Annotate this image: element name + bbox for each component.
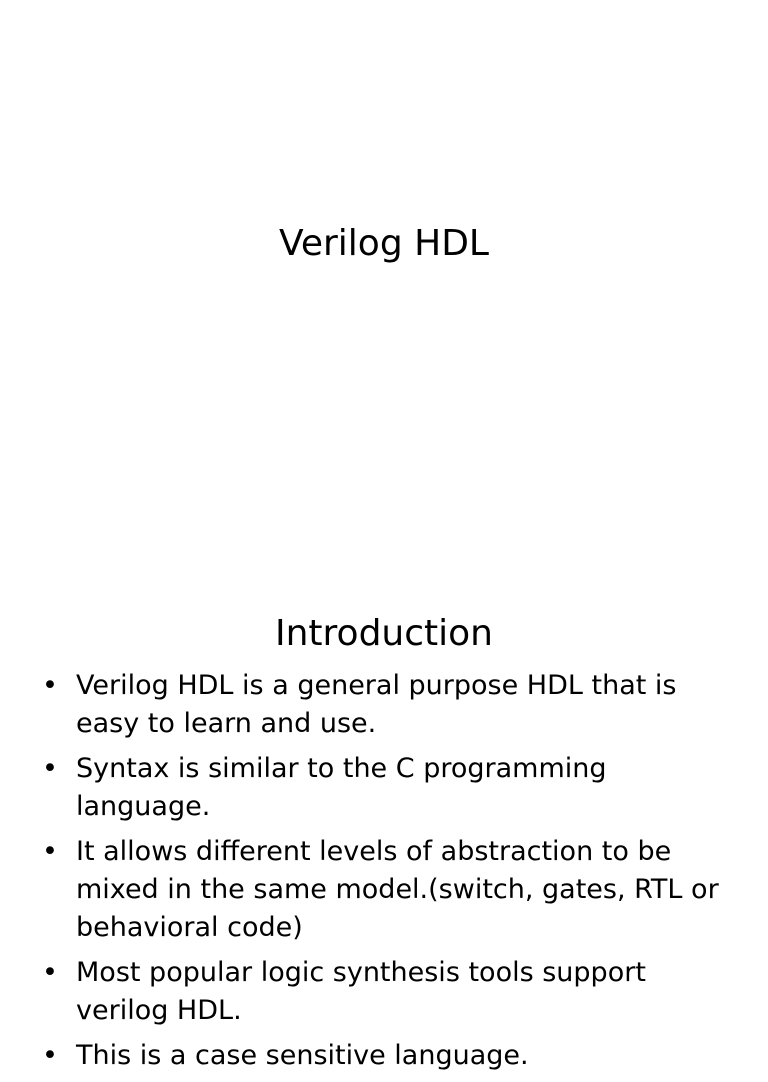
bullet-text: This is a case sensitive language.	[76, 1040, 529, 1071]
bullet-dot-icon: •	[42, 1040, 58, 1071]
bullet-item	[0, 750, 768, 826]
bullet-item	[0, 667, 768, 743]
bullet-text: It allows different levels of abstraction to be mixed in the same model.(switch, gates, RTL or behavioral code)	[76, 836, 719, 943]
bullet-dot-icon: •	[42, 753, 58, 784]
bullet-item	[0, 954, 768, 1030]
bullet-list	[0, 667, 768, 1082]
bullet-text: Most popular logic synthesis tools support verilog HDL.	[76, 957, 646, 1026]
bullet-dot-icon: •	[42, 670, 58, 701]
bullet-item	[0, 833, 768, 947]
bullet-dot-icon: •	[42, 957, 58, 988]
bullet-text: Syntax is similar to the C programming language.	[76, 753, 607, 822]
section-title: Introduction	[274, 613, 493, 654]
bullet-text: Verilog HDL is a general purpose HDL that is easy to learn and use.	[76, 670, 677, 739]
bullet-dot-icon: •	[42, 836, 58, 867]
slide-title: Verilog HDL	[279, 223, 489, 264]
bullet-item	[0, 1037, 768, 1075]
